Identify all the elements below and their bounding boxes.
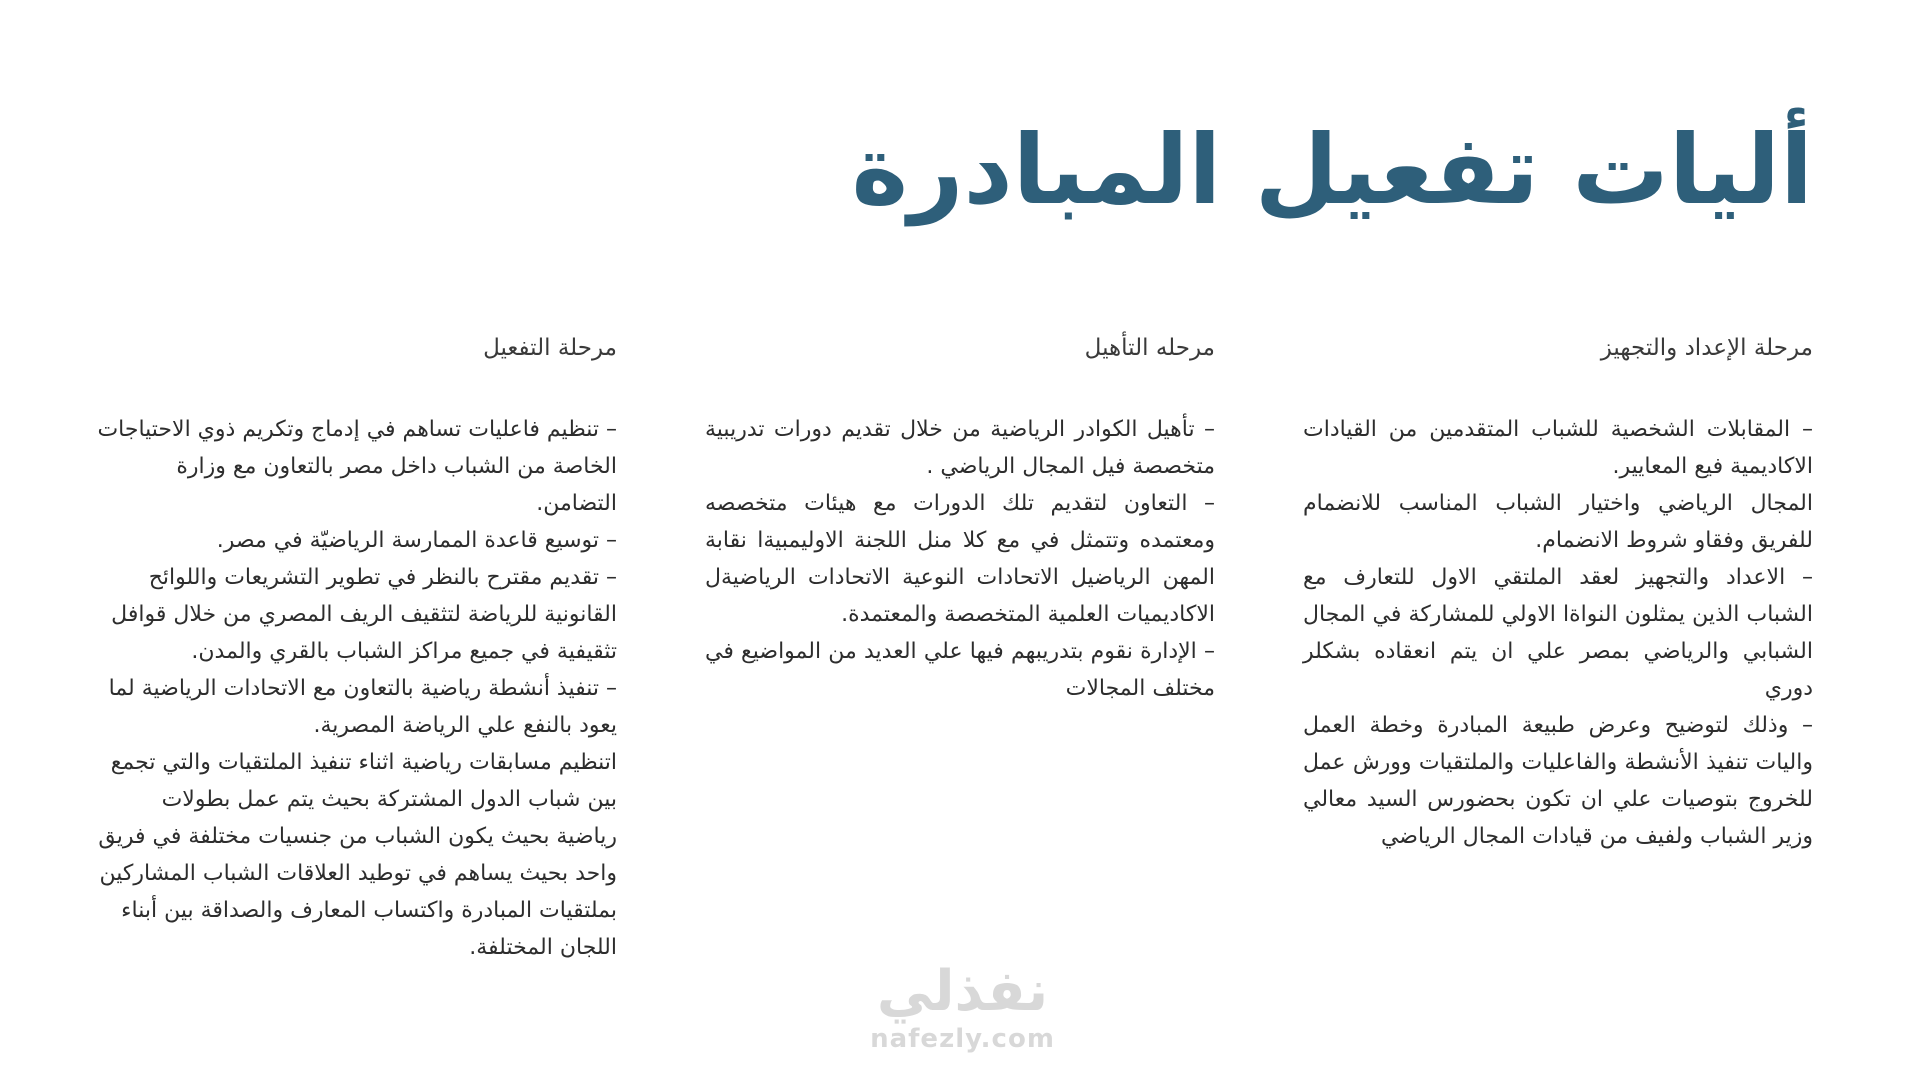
page-title: أليات تفعيل المبادرة [851,114,1813,226]
phase-paragraph: – الاعداد والتجهيز لعقد الملتقي الاول للتعارف مع الشباب الذين يمثلون النواةا الاولي للمشاركة في المجال الشبابي والرياضي بمصر علي ان يتم انعقاده بشكلر دوري [1303,565,1813,701]
phase-paragraph: اتنظيم مسابقات رياضية اثناء تنفيذ الملتقيات والتي تجمع بين شباب الدول المشتركة بحيث يتم عمل بطولات رياضية بحيث يكون الشباب من جنسيات مختلفة في فريق واحد بحيث يساهم في توطيد العلاقات الشباب المشاركين بملتقيات المبادرة واكتساب المعارف والصداقة بين أبناء اللجان المختلفة. [98,750,617,960]
phase-paragraph: – التعاون لتقديم تلك الدورات مع هيئات متخصصه ومعتمده وتتمثل في مع كلا منل اللجنة الاوليمبيةا نقابة المهن الرياضيل الاتحادات النوعية الاتحادات الرياضيةل الاكاديميات العلمية المتخصصة والمعتمدة. [705,491,1215,627]
phase-paragraph: – تنظيم فاعليات تساهم في إدماج وتكريم ذوي الاحتياجات الخاصة من الشباب داخل مصر بالتعاون مع وزارة التضامن. [97,417,617,516]
phase-paragraph: – توسيع قاعدة الممارسة الرياضيّة في مصر. [216,528,617,553]
watermark [855,960,1070,1054]
phase-paragraph: – تنفيذ أنشطة رياضية بالتعاون مع الاتحادات الرياضية لما يعود بالنفع علي الرياضة المصرية. [108,676,617,738]
phase-paragraph: – تقديم مقترح بالنظر في تطوير التشريعات واللوائح القانونية للرياضة لتثقيف الريف المصري من خلال قوافل تثقيفية في جميع مراكز الشباب بالقري والمدن. [111,565,617,664]
phase-heading: مرحلة الإعداد والتجهيز [1600,335,1813,361]
phase-paragraph: – المقابلات الشخصية للشباب المتقدمين من القيادات الاكاديمية فيع المعايير. [1303,417,1813,479]
phase-heading: مرحله التأهيل [1084,335,1215,361]
phase-body [705,411,1215,707]
phase-heading: مرحلة التفعيل [483,335,617,361]
phase-column-activation [97,330,617,966]
phase-column-qualification [705,330,1215,707]
phase-column-preparation [1303,330,1813,855]
watermark-logo: نفذلي [876,959,1049,1024]
phase-paragraph: – تأهيل الكوادر الرياضية من خلال تقديم دورات تدريبية متخصصة فيل المجال الرياضي . [705,417,1215,479]
phase-body [97,411,617,966]
phase-paragraph: – الإدارة نقوم بتدريبهم فيها علي العديد من المواضيع في مختلف المجالات [705,639,1215,701]
phase-paragraph: – وذلك لتوضيح وعرض طبيعة المبادرة وخطة العمل واليات تنفيذ الأنشطة والفاعليات والملتقيات وورش عمل للخروج بتوصيات علي ان تكون بحضورس السيد معالي وزير الشباب ولفيف من قيادات المجال الرياضي [1303,713,1813,849]
watermark-url: nafezly.com [870,1024,1055,1054]
phase-body [1303,411,1813,855]
phase-paragraph: المجال الرياضي واختيار الشباب المناسب للانضمام للفريق وفقاو شروط الانضمام. [1303,491,1813,553]
